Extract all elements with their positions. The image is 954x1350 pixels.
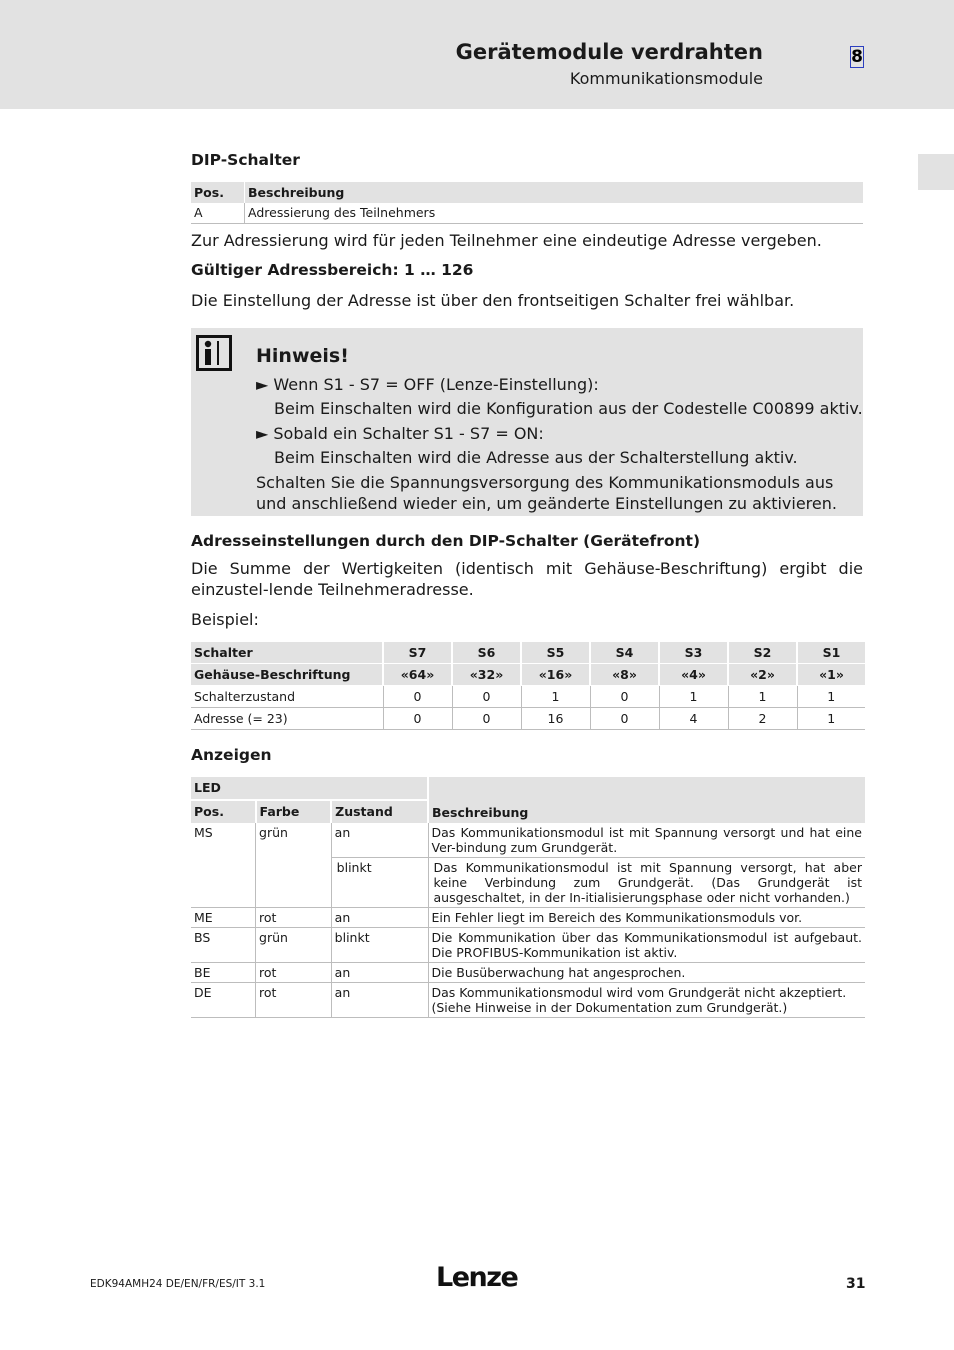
note-item-2: ► Sobald ein Schalter S1 - S7 = ON: — [256, 424, 544, 443]
page-header — [0, 0, 954, 109]
switch-header-s3: S3 — [659, 642, 728, 664]
led-col-color: Farbe — [256, 800, 332, 823]
example-label: Beispiel: — [191, 610, 259, 629]
note-paragraph: Schalten Sie die Spannungsversorgung des Kommunikationsmoduls aus und anschließend wieder ein, um geänderte Einstellungen zu aktivieren. — [256, 473, 837, 513]
table-cell: 16 — [521, 708, 590, 730]
address-text: Die Summe der Wertigkeiten (identisch mit Gehäuse-Beschriftung) ergibt die einzustel-lende Teilnehmeradresse. — [191, 559, 863, 599]
led-pos: MS — [191, 823, 256, 908]
address-range: Gültiger Adressbereich: 1 … 126 — [191, 261, 474, 279]
led-col-state: Zustand — [331, 800, 428, 823]
led-pos: BE — [191, 963, 256, 983]
led-color: rot — [256, 983, 332, 1018]
switch-label-s2: «2» — [728, 664, 797, 686]
switch-header-s5: S5 — [521, 642, 590, 664]
table-row — [191, 708, 865, 730]
dip-text-2: Die Einstellung der Adresse ist über den frontseitigen Schalter frei wählbar. — [191, 291, 795, 310]
dip-cell-desc: Adressierung des Teilnehmers — [245, 203, 864, 224]
table-row — [191, 823, 865, 858]
led-col-desc: Beschreibung — [428, 777, 865, 823]
table-cell: 0 — [383, 708, 452, 730]
led-pos: BS — [191, 928, 256, 963]
switch-label-s5: «16» — [521, 664, 590, 686]
led-state: an — [331, 963, 428, 983]
dip-col-desc: Beschreibung — [245, 182, 864, 203]
table-row — [191, 908, 865, 928]
led-desc: Das Kommunikationsmodul ist mit Spannung versorgt und hat eine Ver-bindung zum Grundgerät. — [428, 823, 865, 858]
led-state: blinkt — [331, 858, 428, 908]
note-box — [191, 328, 863, 516]
row-label: Adresse (= 23) — [191, 708, 383, 730]
led-desc: Die Kommunikation über das Kommunikationsmodul ist aufgebaut. Die PROFIBUS-Kommunikation ist aktiv. — [428, 928, 865, 963]
table-cell: 1 — [797, 686, 865, 708]
led-color: grün — [256, 823, 332, 908]
page-title: Gerätemodule verdrahten — [455, 40, 763, 64]
dip-cell-pos: A — [191, 203, 245, 224]
row-label: Schalterzustand — [191, 686, 383, 708]
switch-header-s6: S6 — [452, 642, 521, 664]
table-cell: 1 — [659, 686, 728, 708]
table-row — [191, 983, 865, 1018]
led-state: an — [331, 908, 428, 928]
note-title: Hinweis! — [256, 345, 349, 367]
led-pos: DE — [191, 983, 256, 1018]
switch-header-s4: S4 — [590, 642, 659, 664]
dip-heading: DIP-Schalter — [191, 151, 300, 169]
table-cell: 4 — [659, 708, 728, 730]
led-color: grün — [256, 928, 332, 963]
table-cell: 1 — [797, 708, 865, 730]
switch-header-s2: S2 — [728, 642, 797, 664]
table-cell: 2 — [728, 708, 797, 730]
table-row — [191, 928, 865, 963]
table-cell: 0 — [383, 686, 452, 708]
table-cell: 1 — [521, 686, 590, 708]
dip-col-pos: Pos. — [191, 182, 245, 203]
led-pos: ME — [191, 908, 256, 928]
lenze-logo: Lenze — [436, 1262, 518, 1293]
info-icon — [196, 335, 234, 373]
table-row — [191, 203, 863, 224]
led-group-header: LED — [191, 777, 428, 800]
led-color: rot — [256, 908, 332, 928]
doc-id: EDK94AMH24 DE/EN/FR/ES/IT 3.1 — [90, 1278, 266, 1290]
table-cell: 1 — [728, 686, 797, 708]
page-number: 31 — [846, 1276, 866, 1292]
led-desc: Ein Fehler liegt im Bereich des Kommunikationsmoduls vor. — [428, 908, 865, 928]
table-cell: 0 — [452, 708, 521, 730]
note-item-2-detail: Beim Einschalten wird die Adresse aus der Schalterstellung aktiv. — [274, 448, 798, 467]
page-subtitle: Kommunikationsmodule — [569, 69, 763, 88]
switch-label-s4: «8» — [590, 664, 659, 686]
switch-label-s3: «4» — [659, 664, 728, 686]
table-row — [191, 686, 865, 708]
dip-table — [191, 182, 863, 224]
switch-table — [191, 642, 865, 730]
chapter-side-tab — [918, 154, 954, 190]
led-color: rot — [256, 963, 332, 983]
note-item-1: ► Wenn S1 - S7 = OFF (Lenze-Einstellung): — [256, 375, 599, 394]
led-state: an — [331, 823, 428, 858]
dip-text: Zur Adressierung wird für jeden Teilnehmer eine eindeutige Adresse vergeben. — [191, 231, 822, 250]
switch-header-s1: S1 — [797, 642, 865, 664]
chapter-number: 8 — [851, 47, 863, 67]
led-state: blinkt — [331, 928, 428, 963]
switch-label-s6: «32» — [452, 664, 521, 686]
table-row — [191, 963, 865, 983]
led-desc: Das Kommunikationsmodul ist mit Spannung versorgt, hat aber keine Verbindung zum Grundgerät. (Das Grundgerät ist ausgeschaltet, in der In-itialisierungsphase oder nicht vorhanden.) — [428, 858, 865, 908]
switch-header-label: Schalter — [191, 642, 383, 664]
note-item-1-detail: Beim Einschalten wird die Konfiguration aus der Codestelle C00899 aktiv. — [274, 399, 863, 418]
led-col-pos: Pos. — [191, 800, 256, 823]
led-desc: Das Kommunikationsmodul wird vom Grundgerät nicht akzeptiert. (Siehe Hinweise in der Dokumentation zum Grundgerät.) — [428, 983, 865, 1018]
led-desc: Die Busüberwachung hat angesprochen. — [428, 963, 865, 983]
table-cell: 0 — [452, 686, 521, 708]
table-cell: 0 — [590, 708, 659, 730]
switch-label-row-title: Gehäuse-Beschriftung — [191, 664, 383, 686]
switch-label-s7: «64» — [383, 664, 452, 686]
switch-header-s7: S7 — [383, 642, 452, 664]
table-cell: 0 — [590, 686, 659, 708]
led-table — [191, 777, 865, 1018]
displays-heading: Anzeigen — [191, 746, 272, 764]
address-heading: Adresseinstellungen durch den DIP-Schalter (Gerätefront) — [191, 532, 701, 550]
switch-label-s1: «1» — [797, 664, 865, 686]
led-state: an — [331, 983, 428, 1018]
